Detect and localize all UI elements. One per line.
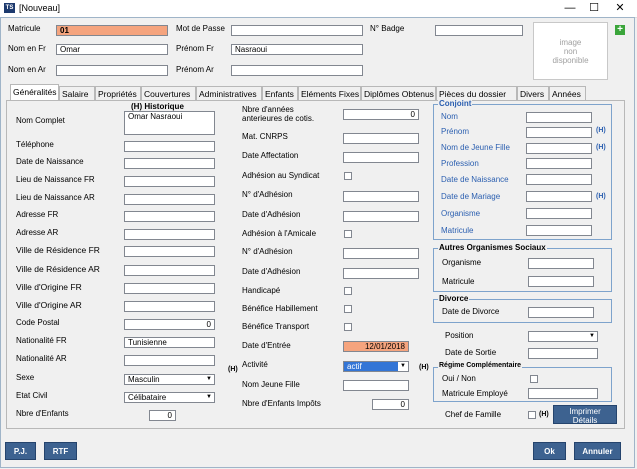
autres-matricule-label: Matricule — [442, 277, 475, 286]
amicale-label: Adhésion à l'Amicale — [242, 229, 317, 238]
amicale-checkbox[interactable] — [344, 230, 352, 238]
rtf-button[interactable]: RTF — [44, 442, 77, 460]
conjoint-organisme-label: Organisme — [441, 209, 481, 218]
autres-organisme-input[interactable] — [528, 258, 594, 269]
regime-checkbox[interactable] — [530, 375, 538, 383]
num-adhesion-2-label: N° d'Adhésion — [242, 247, 293, 256]
date-adhesion-1-label: Date d'Adhésion — [242, 210, 301, 219]
motdepasse-label: Mot de Passe — [176, 24, 225, 33]
conjoint-prenom-label: Prénom — [441, 127, 470, 136]
enfants-impots-label: Nbre d'Enfants Impôts — [242, 399, 321, 408]
nbre-enfants-input[interactable]: 0 — [149, 410, 176, 421]
nom-ar-label: Nom en Ar — [8, 65, 46, 74]
divorce-date-label: Date de Divorce — [442, 307, 500, 316]
sexe-historique-mark[interactable]: (H) — [228, 366, 238, 373]
tab-couvertures[interactable]: Couvertures — [141, 86, 196, 100]
conjoint-jeune-fille-label: Nom de Jeune Fille — [441, 143, 510, 152]
conjoint-matricule-label: Matricule — [441, 226, 474, 235]
cnrps-input[interactable] — [343, 133, 419, 144]
adresse-ar-label: Adresse AR — [16, 228, 59, 237]
habillement-checkbox[interactable] — [344, 305, 352, 313]
app-icon: TS — [5, 5, 14, 11]
date-naissance-input[interactable] — [124, 158, 215, 169]
activite-value: actif — [347, 362, 362, 371]
conjoint-matricule-input[interactable] — [526, 225, 592, 236]
position-label: Position — [445, 331, 474, 340]
photo-text-3: disponible — [552, 56, 589, 65]
handicape-label: Handicapé — [242, 286, 281, 295]
code-postal-input[interactable]: 0 — [124, 319, 215, 330]
jeune-fille-input[interactable] — [343, 380, 409, 391]
conjoint-prenom-input[interactable] — [526, 127, 592, 138]
transport-checkbox[interactable] — [344, 323, 352, 331]
telephone-input[interactable] — [124, 141, 215, 152]
chef-famille-historique[interactable]: (H) — [539, 411, 549, 418]
regime-matricule-input[interactable] — [528, 388, 598, 399]
num-adhesion-1-input[interactable] — [343, 191, 419, 202]
conjoint-nom-input[interactable] — [526, 112, 592, 123]
telephone-label: Téléphone — [16, 140, 54, 149]
lieu-naissance-ar-input[interactable] — [124, 194, 215, 205]
ville-res-ar-label: Ville de Résidence AR — [16, 264, 100, 274]
cnrps-label: Mat. CNRPS — [242, 132, 288, 141]
maximize-button[interactable]: ☐ — [589, 2, 599, 14]
chevron-down-icon: ▼ — [206, 376, 212, 382]
lieu-naissance-fr-input[interactable] — [124, 176, 215, 187]
conjoint-jeune-fille-input[interactable] — [526, 143, 592, 154]
prenom-ar-input[interactable] — [231, 65, 363, 76]
chevron-down-icon: ▼ — [398, 362, 408, 371]
minimize-button[interactable]: — — [564, 2, 576, 14]
window-title: [Nouveau] — [19, 3, 61, 13]
tab-enfants[interactable]: Enfants — [262, 86, 298, 100]
badge-input[interactable] — [435, 25, 523, 36]
matricule-label: Matricule — [8, 24, 41, 33]
ok-button[interactable]: Ok — [533, 442, 566, 460]
password-input[interactable] — [231, 25, 363, 36]
nationalite-ar-input[interactable] — [124, 355, 215, 366]
habillement-label: Bénéfice Habillement — [242, 304, 318, 313]
sexe-value: Masculin — [128, 375, 160, 384]
regime-oui-non-label: Oui / Non — [442, 374, 476, 383]
annees-input[interactable]: 0 — [343, 109, 419, 120]
lieu-naissance-fr-label: Lieu de Naissance FR — [16, 175, 95, 184]
autres-organismes-title: Autres Organismes Sociaux — [439, 243, 546, 252]
prenom-fr-input[interactable]: Nasraoui — [231, 44, 363, 55]
conjoint-title: Conjoint — [439, 99, 472, 108]
autres-organisme-label: Organisme — [442, 258, 482, 267]
conjoint-jeune-fille-historique[interactable]: (H) — [596, 144, 606, 151]
conjoint-prenom-historique[interactable]: (H) — [596, 127, 606, 134]
nom-complet-input[interactable]: Omar Nasraoui — [124, 111, 215, 135]
num-adhesion-1-label: N° d'Adhésion — [242, 190, 293, 199]
num-adhesion-2-input[interactable] — [343, 248, 419, 259]
details-label: Détails — [572, 416, 598, 425]
chevron-down-icon: ▼ — [589, 333, 595, 339]
conjoint-organisme-input[interactable] — [526, 208, 592, 219]
nom-complet-label: Nom Complet — [16, 116, 65, 125]
pj-button[interactable]: P.J. — [5, 442, 36, 460]
sortie-label: Date de Sortie — [445, 348, 497, 357]
date-naissance-label: Date de Naissance — [16, 157, 84, 166]
regime-title: Régime Complémentaire — [439, 362, 522, 369]
conjoint-naissance-label: Date de Naissance — [441, 175, 509, 184]
annees-label-1: Nbre d'années — [242, 105, 294, 114]
conjoint-mariage-historique[interactable]: (H) — [596, 193, 606, 200]
sexe-select[interactable] — [124, 374, 215, 385]
etat-civil-select[interactable] — [124, 392, 215, 403]
imprimer-details-button[interactable] — [553, 405, 617, 424]
tab-divers[interactable]: Divers — [517, 86, 549, 100]
tab-pieces[interactable]: Pièces du dossier — [436, 86, 517, 100]
date-adhesion-2-label: Date d'Adhésion — [242, 267, 301, 276]
date-adhesion-2-input[interactable] — [343, 268, 419, 279]
annuler-button[interactable]: Annuler — [574, 442, 621, 460]
divorce-title: Divorce — [439, 294, 469, 303]
syndicat-checkbox[interactable] — [344, 172, 352, 180]
conjoint-group — [433, 99, 612, 240]
divorce-date-input[interactable] — [528, 307, 594, 318]
adresse-ar-input[interactable] — [124, 229, 215, 240]
prenom-fr-label: Prénom Fr — [176, 44, 214, 53]
conjoint-profession-input[interactable] — [526, 158, 592, 169]
date-adhesion-1-input[interactable] — [343, 211, 419, 222]
conjoint-profession-label: Profession — [441, 159, 479, 168]
date-entree-label: Date d'Entrée — [242, 341, 291, 350]
matricule-input[interactable]: 01 — [56, 25, 168, 36]
tab-administratives[interactable]: Administratives — [196, 86, 262, 100]
position-select[interactable] — [528, 331, 598, 342]
enfants-impots-input[interactable]: 0 — [372, 399, 409, 410]
nbre-enfants-label: Nbre d'Enfants — [16, 409, 69, 418]
syndicat-label: Adhésion au Syndicat — [242, 171, 320, 180]
ville-orig-fr-label: Ville d'Origine FR — [16, 282, 82, 292]
nationalite-fr-input[interactable]: Tunisienne — [124, 337, 215, 348]
badge-label: N° Badge — [370, 24, 405, 33]
chevron-down-icon: ▼ — [206, 394, 212, 400]
photo-placeholder[interactable] — [533, 22, 608, 80]
tab-annees[interactable]: Années — [549, 86, 586, 100]
sortie-input[interactable] — [528, 348, 598, 359]
ville-orig-ar-input[interactable] — [124, 301, 215, 312]
ville-res-fr-input[interactable] — [124, 246, 215, 257]
nationalite-ar-label: Nationalité AR — [16, 354, 67, 363]
ville-orig-fr-input[interactable] — [124, 283, 215, 294]
conjoint-naissance-input[interactable] — [526, 174, 592, 185]
ville-res-fr-label: Ville de Résidence FR — [16, 245, 100, 255]
lieu-naissance-ar-label: Lieu de Naissance AR — [16, 193, 95, 202]
historique-label: (H) Historique — [131, 102, 184, 111]
conjoint-nom-label: Nom — [441, 112, 458, 121]
nom-fr-input[interactable]: Omar — [56, 44, 168, 55]
activite-select[interactable] — [343, 361, 409, 372]
title-bar — [0, 0, 637, 18]
nom-ar-input[interactable] — [56, 65, 168, 76]
code-postal-label: Code Postal — [16, 318, 60, 327]
chef-famille-label: Chef de Famille — [445, 410, 502, 419]
close-button[interactable]: ✕ — [615, 2, 625, 14]
tab-generalites[interactable]: Généralités — [10, 84, 59, 101]
tab-proprietes[interactable]: Propriétés — [95, 86, 141, 100]
tab-salaire[interactable]: Salaire — [59, 86, 95, 100]
affectation-input[interactable] — [343, 152, 419, 163]
activite-label: Activité — [242, 360, 268, 369]
nom-fr-label: Nom en Fr — [8, 44, 46, 53]
conjoint-mariage-input[interactable] — [526, 191, 592, 202]
etat-civil-label: Etat Civil — [16, 391, 48, 400]
etat-civil-value: Célibataire — [128, 393, 167, 402]
handicape-checkbox[interactable] — [344, 287, 352, 295]
nationalite-fr-label: Nationalité FR — [16, 336, 67, 345]
ville-orig-ar-label: Ville d'Origine AR — [16, 300, 82, 310]
activite-historique-mark[interactable]: (H) — [419, 364, 429, 371]
jeune-fille-label: Nom Jeune Fille — [242, 380, 300, 389]
autres-matricule-input[interactable] — [528, 276, 594, 287]
add-photo-icon[interactable]: + — [615, 25, 625, 35]
regime-matricule-label: Matricule Employé — [442, 389, 508, 398]
date-entree-input[interactable]: 12/01/2018 — [343, 341, 409, 352]
conjoint-mariage-label: Date de Mariage — [441, 192, 501, 201]
transport-label: Bénéfice Transport — [242, 322, 310, 331]
adresse-fr-input[interactable] — [124, 211, 215, 222]
annees-label-2: anterieures de cotis. — [242, 114, 315, 123]
imprimer-label: Imprimer — [569, 407, 601, 416]
photo-text-2: non — [563, 47, 578, 56]
tab-diplomes[interactable]: Diplômes Obtenus — [361, 86, 436, 100]
ville-res-ar-input[interactable] — [124, 265, 215, 276]
chef-famille-checkbox[interactable] — [528, 411, 536, 419]
prenom-ar-label: Prénom Ar — [176, 65, 214, 74]
affectation-label: Date Affectation — [242, 151, 299, 160]
sexe-label: Sexe — [16, 373, 35, 382]
tab-elements-fixes[interactable]: Eléments Fixes — [298, 86, 361, 100]
adresse-fr-label: Adresse FR — [16, 210, 59, 219]
photo-text-1: image — [559, 38, 582, 47]
